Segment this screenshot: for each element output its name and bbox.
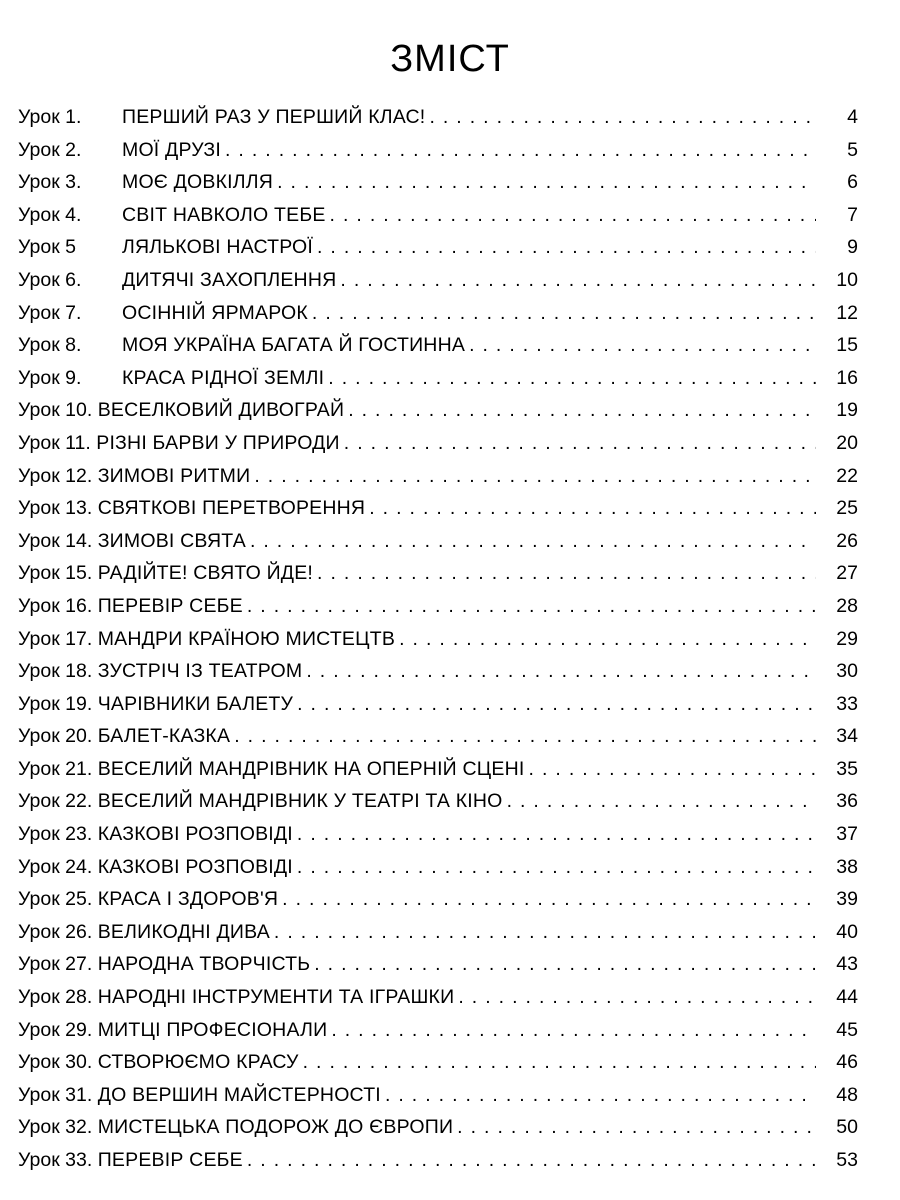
lesson-title: МОЯ УКРАЇНА БАГАТА Й ГОСТИННА [122, 334, 466, 357]
toc-entry [18, 525, 858, 558]
dot-leader [348, 394, 816, 427]
lesson-title: ПЕРШИЙ РАЗ У ПЕРШИЙ КЛАС! [122, 106, 426, 128]
page-number: 5 [847, 138, 858, 161]
dot-leader [458, 981, 816, 1014]
dot-leader [225, 134, 816, 167]
lesson-label: Урок 4. [18, 203, 82, 226]
lesson-title: ЛЯЛЬКОВІ НАСТРОЇ [122, 236, 313, 259]
page-number: 34 [836, 725, 858, 748]
lesson-label: Урок 14. [18, 529, 93, 552]
dot-leader [317, 557, 816, 590]
page-number: 50 [836, 1116, 858, 1139]
page-number: 39 [836, 888, 858, 911]
toc-entry [18, 427, 858, 460]
page-number: 43 [836, 953, 858, 976]
dot-leader [282, 883, 816, 916]
page-number: 40 [836, 920, 858, 943]
page-number: 44 [836, 986, 858, 1009]
dot-leader [306, 655, 816, 688]
lesson-label: Урок 1. [18, 106, 82, 128]
page-number: 10 [836, 268, 858, 291]
lesson-label: Урок 9. [18, 366, 82, 389]
toc-entry [18, 394, 858, 427]
toc-entry [18, 1144, 858, 1177]
toc-entry [18, 948, 858, 981]
toc-entry [18, 166, 858, 199]
toc-entry [18, 981, 858, 1014]
lesson-title: СВЯТКОВІ ПЕРЕТВОРЕННЯ [97, 497, 366, 520]
dot-leader [330, 199, 816, 232]
lesson-title: РІЗНІ БАРВИ У ПРИРОДИ [96, 431, 340, 454]
dot-leader [369, 492, 816, 525]
dot-leader [277, 166, 816, 199]
page-number: 4 [847, 106, 858, 128]
lesson-label: Урок 29. [18, 1018, 93, 1041]
lesson-title: КАЗКОВІ РОЗПОВІДІ [97, 855, 293, 878]
page-number: 26 [836, 529, 858, 552]
dot-leader [529, 753, 816, 786]
lesson-title: ВЕСЕЛКОВИЙ ДИВОГРАЙ [97, 399, 345, 422]
toc-entry [18, 1079, 858, 1112]
lesson-title: ДИТЯЧІ ЗАХОПЛЕННЯ [122, 268, 337, 291]
page-number: 27 [836, 562, 858, 585]
page-number: 38 [836, 855, 858, 878]
page-number: 22 [836, 464, 858, 487]
toc-entry [18, 492, 858, 525]
dot-leader [303, 1046, 816, 1079]
page-number: 53 [836, 1149, 858, 1171]
toc-entry [18, 688, 858, 721]
toc-entry [18, 134, 858, 167]
dot-leader [250, 525, 816, 558]
lesson-label: Урок 8. [18, 334, 82, 357]
page-number: 7 [847, 203, 858, 226]
lesson-label: Урок 17. [18, 627, 93, 650]
lesson-label: Урок 25. [18, 888, 93, 911]
lesson-title: ДО ВЕРШИН МАЙСТЕРНОСТІ [97, 1083, 381, 1106]
dot-leader [507, 785, 816, 818]
dot-leader [328, 362, 816, 395]
lesson-title: РАДІЙТЕ! СВЯТО ЙДЕ! [97, 562, 314, 585]
lesson-title: ЗУСТРІЧ ІЗ ТЕАТРОМ [97, 660, 303, 683]
dot-leader [247, 1144, 816, 1177]
lesson-title: ЧАРІВНИКИ БАЛЕТУ [97, 692, 294, 715]
lesson-label: Урок 24. [18, 855, 93, 878]
page-number: 6 [847, 171, 858, 194]
lesson-label: Урок 23. [18, 823, 93, 846]
lesson-title: МИТЦІ ПРОФЕСІОНАЛИ [97, 1018, 328, 1041]
toc-entry [18, 851, 858, 884]
page-number: 19 [836, 399, 858, 422]
lesson-title: ВЕЛИКОДНІ ДИВА [97, 920, 270, 943]
toc-entry [18, 1111, 858, 1144]
lesson-title: ВЕСЕЛИЙ МАНДРІВНИК У ТЕАТРІ ТА КІНО [97, 790, 503, 813]
page-number: 28 [836, 594, 858, 617]
lesson-title: МОЄ ДОВКІЛЛЯ [122, 171, 274, 194]
lesson-label: Урок 3. [18, 171, 82, 194]
toc-entry [18, 231, 858, 264]
lesson-label: Урок 11. [18, 431, 91, 454]
page-number: 12 [836, 301, 858, 324]
lesson-title: НАРОДНА ТВОРЧІСТЬ [97, 953, 311, 976]
lesson-label: Урок 19. [18, 692, 93, 715]
lesson-title: КАЗКОВІ РОЗПОВІДІ [97, 823, 293, 846]
toc-entry [18, 362, 858, 395]
lesson-title: ЗИМОВІ СВЯТА [97, 529, 246, 552]
toc-entry [18, 1046, 858, 1079]
lesson-label: Урок 10. [18, 399, 93, 422]
lesson-title: БАЛЕТ-КАЗКА [97, 725, 231, 748]
dot-leader [312, 297, 816, 330]
toc-entry [18, 753, 858, 786]
toc-entry [18, 720, 858, 753]
toc-entry [18, 785, 858, 818]
lesson-label: Урок 28. [18, 986, 93, 1009]
toc-entry [18, 264, 858, 297]
dot-leader [331, 1014, 816, 1047]
page-number: 30 [836, 660, 858, 683]
page-number: 37 [836, 823, 858, 846]
dot-leader [385, 1079, 816, 1112]
lesson-label: Урок 15. [18, 562, 93, 585]
lesson-label: Урок 7. [18, 301, 82, 324]
table-of-contents [18, 101, 858, 1177]
page-number: 29 [836, 627, 858, 650]
lesson-title: ПЕРЕВІР СЕБЕ [97, 594, 243, 617]
toc-entry [18, 297, 858, 330]
dot-leader [457, 1111, 816, 1144]
toc-entry [18, 590, 858, 623]
lesson-title: НАРОДНІ ІНСТРУМЕНТИ ТА ІГРАШКИ [97, 986, 455, 1009]
lesson-label: Урок 6. [18, 268, 82, 291]
lesson-label: Урок 26. [18, 920, 93, 943]
toc-entry [18, 329, 858, 362]
lesson-title: МИСТЕЦЬКА ПОДОРОЖ ДО ЄВРОПИ [97, 1116, 454, 1139]
lesson-title: ПЕРЕВІР СЕБЕ [97, 1149, 243, 1171]
page-number: 48 [836, 1083, 858, 1106]
dot-leader [297, 818, 816, 851]
lesson-label: Урок 13. [18, 497, 93, 520]
lesson-label: Урок 2. [18, 138, 82, 161]
lesson-title: СТВОРЮЄМО КРАСУ [97, 1051, 299, 1074]
toc-entry [18, 916, 858, 949]
page-number: 35 [836, 757, 858, 780]
dot-leader [314, 948, 816, 981]
lesson-label: Урок 30. [18, 1051, 93, 1074]
lesson-label: Урок 32. [18, 1116, 93, 1139]
lesson-label: Урок 33. [18, 1149, 93, 1171]
dot-leader [234, 720, 816, 753]
lesson-title: ОСІННІЙ ЯРМАРОК [122, 301, 308, 324]
lesson-title: ЗИМОВІ РИТМИ [97, 464, 251, 487]
toc-entry [18, 883, 858, 916]
dot-leader [344, 427, 816, 460]
page-number: 46 [836, 1051, 858, 1074]
lesson-label: Урок 22. [18, 790, 93, 813]
lesson-title: МАНДРИ КРАЇНОЮ МИСТЕЦТВ [97, 627, 396, 650]
dot-leader [399, 623, 816, 656]
lesson-label: Урок 27. [18, 953, 93, 976]
dot-leader [429, 101, 816, 134]
toc-entry [18, 199, 858, 232]
dot-leader [247, 590, 816, 623]
lesson-title: КРАСА І ЗДОРОВ'Я [97, 888, 279, 911]
page-number: 45 [836, 1018, 858, 1041]
toc-entry [18, 1014, 858, 1047]
page-number: 25 [836, 497, 858, 520]
page-title: ЗМІСТ [390, 38, 510, 80]
page-number: 16 [836, 366, 858, 389]
dot-leader [297, 688, 816, 721]
lesson-label: Урок 20. [18, 725, 93, 748]
lesson-label: Урок 5 [18, 236, 76, 259]
lesson-label: Урок 18. [18, 660, 93, 683]
toc-entry [18, 101, 858, 134]
dot-leader [254, 460, 816, 493]
lesson-title: ВЕСЕЛИЙ МАНДРІВНИК НА ОПЕРНІЙ СЦЕНІ [97, 757, 525, 780]
dot-leader [317, 231, 816, 264]
lesson-title: СВІТ НАВКОЛО ТЕБЕ [122, 203, 326, 226]
toc-entry [18, 557, 858, 590]
page-number: 33 [836, 692, 858, 715]
toc-entry [18, 623, 858, 656]
toc-entry [18, 655, 858, 688]
dot-leader [469, 329, 816, 362]
dot-leader [340, 264, 816, 297]
lesson-title: МОЇ ДРУЗІ [122, 138, 221, 161]
lesson-label: Урок 16. [18, 594, 93, 617]
page-number: 9 [847, 236, 858, 259]
lesson-label: Урок 12. [18, 464, 93, 487]
dot-leader [274, 916, 816, 949]
page-number: 15 [836, 334, 858, 357]
toc-entry [18, 818, 858, 851]
dot-leader [297, 851, 816, 884]
page-number: 36 [836, 790, 858, 813]
toc-entry [18, 460, 858, 493]
lesson-label: Урок 21. [18, 757, 93, 780]
lesson-label: Урок 31. [18, 1083, 93, 1106]
lesson-title: КРАСА РІДНОЇ ЗЕМЛІ [122, 366, 325, 389]
page-number: 20 [836, 431, 858, 454]
